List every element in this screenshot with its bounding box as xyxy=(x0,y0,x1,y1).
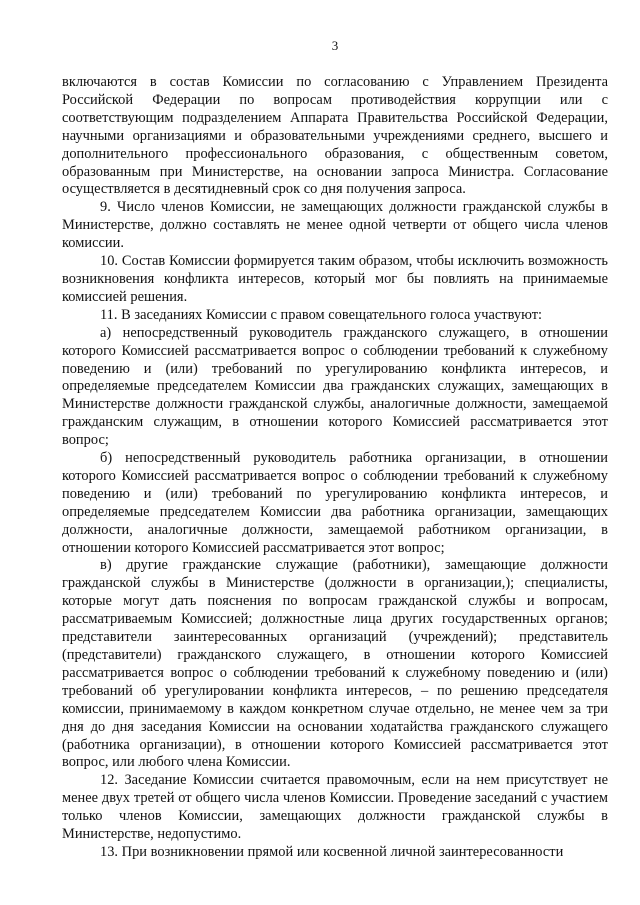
paragraph-12: 12. Заседание Комиссии считается правомочным, если на нем присутствует не менее двух третей от общего числа членов Комиссии. Проведение заседаний с участием только членов Комиссии, замещающих должности гражданской службы в Министерстве, недопустимо. xyxy=(62,772,608,843)
paragraph-continuation: включаются в состав Комиссии по согласованию с Управлением Президента Российской Федерации по вопросам противодействия коррупции или с соответствующим подразделением Аппарата Правительства Российской Федерации, научными организациями и образовательными учреждениями среднего, высшего и дополнительного профессионального образования, с общественным советом, образованным при Министерстве, на основании запроса Министра. Согласование осуществляется в десятидневный срок со дня получения запроса. xyxy=(62,74,608,198)
paragraph-13: 13. При возникновении прямой или косвенной личной заинтересованности xyxy=(100,843,564,860)
paragraph-11-b: б) непосредственный руководитель работника организации, в отношении которого Комиссией рассматривается вопрос о соблюдении требований к служебному поведению и (или) требований по урегулированию конфликта интересов, и определяемые председателем Комиссии два работника организации, замещающих должности, аналогичные должности, замещаемой работником организации, в отношении которого Комиссией рассматривается этот вопрос; xyxy=(62,450,608,556)
paragraph-11-v: в) другие гражданские служащие (работники), замещающие должности гражданской службы в Министерстве (должности в организации,); специалисты, которые могут дать пояснения по вопросам гражданской службы и вопросам, рассматриваемым Комиссией; должностные лица других государственных органов; представители заинтересованных организаций (учреждений); представитель (представители) гражданского служащего, в отношении которого Комиссией рассматривается вопрос о соблюдении требований к служебному поведению и (или) требований об урегулировании конфликта интересов, – по решению председателя комиссии, принимаемому в каждом конкретном случае отдельно, не менее чем за три дня до дня заседания Комиссии на основании ходатайства гражданского служащего (работника организации), в отношении которого Комиссией рассматривается этот вопрос, или любого члена Комиссии. xyxy=(62,557,608,771)
paragraph-10: 10. Состав Комиссии формируется таким образом, чтобы исключить возможность возникновения конфликта интересов, который мог бы повлиять на принимаемые комиссией решения. xyxy=(62,253,608,305)
paragraph-11: 11. В заседаниях Комиссии с правом совещательного голоса участвуют: xyxy=(100,306,543,323)
page-number: 3 xyxy=(331,38,339,53)
paragraph-11-a: а) непосредственный руководитель гражданского служащего, в отношении которого Комиссией рассматривается вопрос о соблюдении требований к служебному поведению и (или) требований по урегулированию конфликта интересов, и определяемые председателем Комиссии два гражданских служащих, замещающих в Министерстве должности гражданской службы, аналогичные должности, замещаемой гражданским служащим, в отношении которого Комиссией рассматривается этот вопрос; xyxy=(62,324,608,449)
paragraph-9: 9. Число членов Комиссии, не замещающих должности гражданской службы в Министерстве, должно составлять не менее одной четверти от общего числа членов комиссии. xyxy=(62,199,608,252)
